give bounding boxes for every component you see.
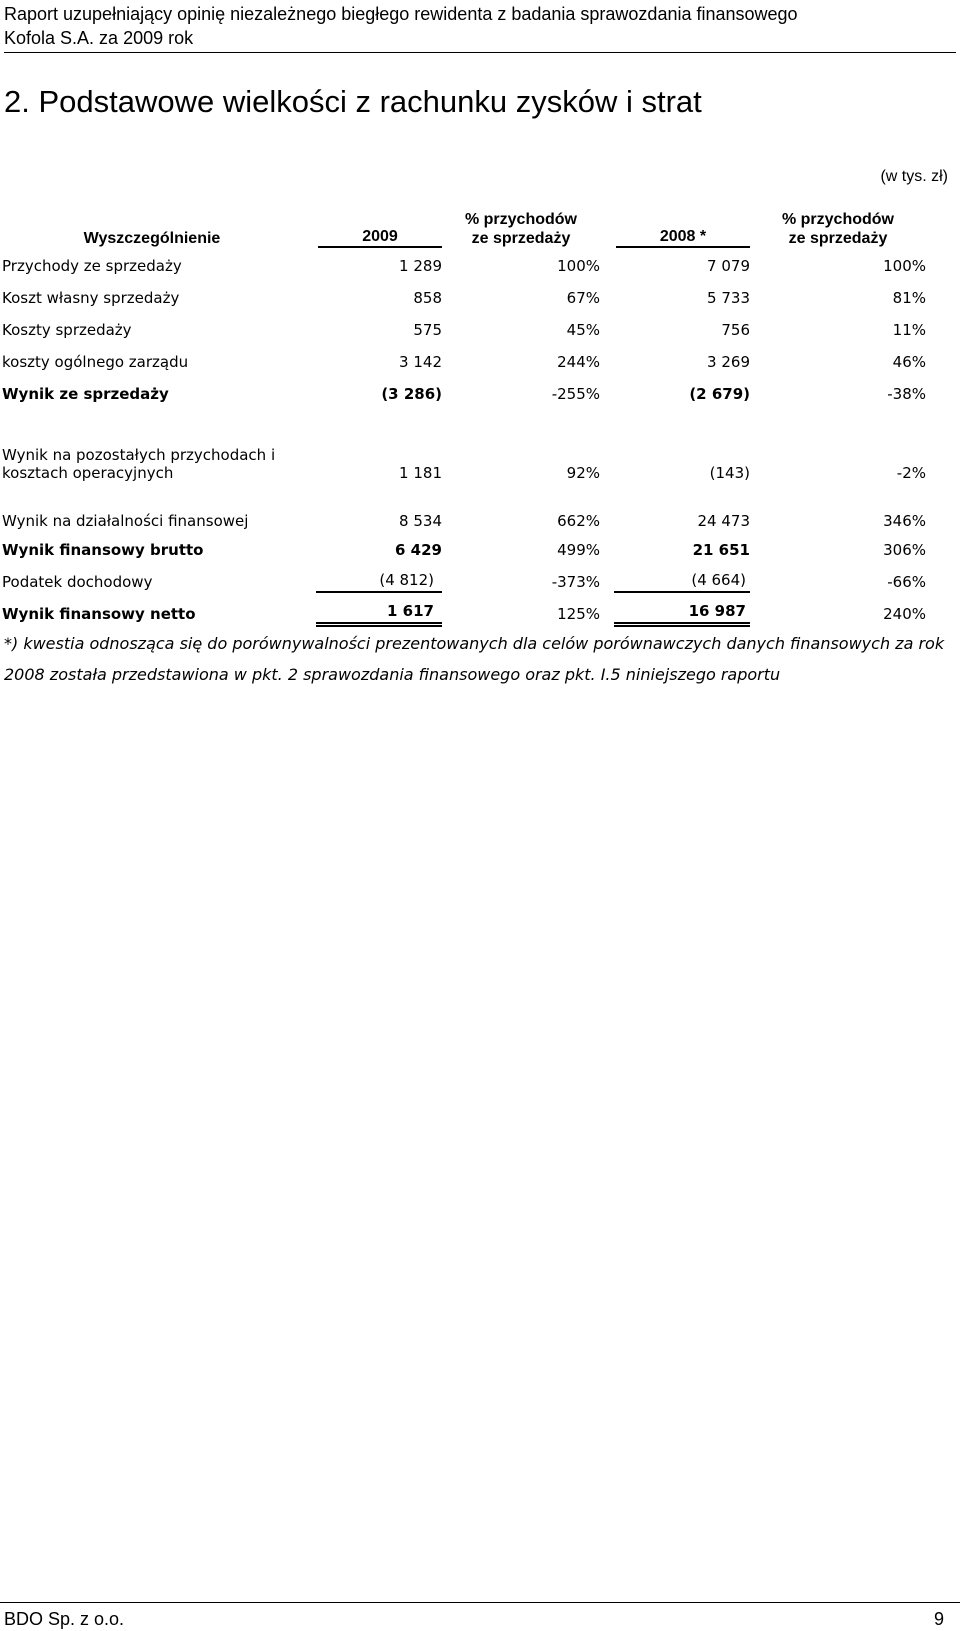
pct-2009: 499%: [557, 541, 600, 559]
pct-2009: 92%: [566, 464, 600, 482]
pct-2008: -66%: [887, 573, 926, 591]
pct-2008: 346%: [883, 512, 926, 530]
value-2008-text: 16 987: [614, 602, 750, 627]
pct-2008: -38%: [887, 385, 926, 403]
column-header-pct-2008: [750, 198, 926, 250]
value-2009: 6 429: [395, 541, 442, 559]
value-2008: 3 269: [707, 353, 750, 371]
row-label: [2, 410, 302, 490]
column-header-pct-2008-line1: % przychodów: [781, 211, 894, 228]
header-title: Raport uzupełniający opinię niezależnego biegłego rewidenta z badania sprawozdania finansowego: [4, 4, 798, 24]
value-2009: 575: [413, 321, 442, 339]
row-label: Wynik ze sprzedaży: [2, 385, 169, 403]
pct-2008: 11%: [892, 321, 926, 339]
column-header-label: Wyszczególnienie: [83, 230, 221, 247]
income-statement-table: [2, 198, 926, 630]
value-2008: 5 733: [707, 289, 750, 307]
footnote: *) kwestia odnosząca się do porównywalności prezentowanych dla celów porównawczych danych finansowych za rok 2008 została przedstawiona w pkt. 2 sprawozdania finansowego oraz pkt. I.5 niniejszego raportu: [4, 634, 945, 684]
pct-2009: 100%: [557, 257, 600, 275]
pct-2009: 125%: [557, 605, 600, 623]
column-header-pct-2008-line2: ze sprzedaży: [788, 230, 888, 247]
pct-2008: 100%: [883, 257, 926, 275]
column-header-pct-2009: [442, 198, 600, 250]
table-row: [2, 378, 926, 410]
table-row: [2, 598, 926, 630]
column-header-2008: [600, 198, 750, 250]
pct-2009: -255%: [551, 385, 600, 403]
table-row: [2, 346, 926, 378]
table-row: [2, 566, 926, 598]
page-footer: [0, 1602, 960, 1629]
column-header-2008-text: 2008 *: [616, 227, 750, 248]
value-2008-text: (4 664): [614, 571, 750, 593]
column-header-2009: [302, 198, 442, 250]
value-2008: 24 473: [697, 512, 750, 530]
header-subtitle: Kofola S.A. za 2009 rok: [4, 28, 194, 48]
pct-2008: -2%: [896, 464, 926, 482]
value-2009: 858: [413, 289, 442, 307]
value-2008: (2 679): [689, 385, 750, 403]
pct-2009: 662%: [557, 512, 600, 530]
row-label: Wynik finansowy brutto: [2, 541, 204, 559]
value-2008: (143): [709, 464, 750, 482]
page-header: [4, 2, 956, 53]
row-label-line2: kosztach operacyjnych: [2, 464, 174, 482]
value-2009-text: 1 617: [316, 602, 442, 627]
pct-2009: 45%: [566, 321, 600, 339]
table-row: [2, 410, 926, 490]
table-row: [2, 490, 926, 534]
value-2009: [302, 566, 442, 598]
row-label: Wynik finansowy netto: [2, 605, 196, 623]
pct-2008: 240%: [883, 605, 926, 623]
row-label: Podatek dochodowy: [2, 573, 153, 591]
value-2009: 1 289: [399, 257, 442, 275]
table-header-row: [2, 198, 926, 250]
table-row: [2, 534, 926, 566]
value-2009: (3 286): [381, 385, 442, 403]
value-2009-text: (4 812): [316, 571, 442, 593]
pct-2008: 81%: [892, 289, 926, 307]
row-label: koszty ogólnego zarządu: [2, 353, 189, 371]
row-label-line1: Wynik na pozostałych przychodach i: [2, 446, 276, 464]
value-2008: 7 079: [707, 257, 750, 275]
pct-2009: -373%: [551, 573, 600, 591]
column-header-2009-text: 2009: [318, 227, 442, 248]
row-label: Wynik na działalności finansowej: [2, 512, 249, 530]
footer-company: BDO Sp. z o.o.: [4, 1609, 125, 1629]
value-2008: [600, 598, 750, 630]
pct-2009: 244%: [557, 353, 600, 371]
value-2009: 3 142: [399, 353, 442, 371]
section-title: 2. Podstawowe wielkości z rachunku zysków i strat: [4, 84, 702, 119]
value-2009: 1 181: [399, 464, 442, 482]
row-label: Przychody ze sprzedaży: [2, 257, 182, 275]
row-label: Koszty sprzedaży: [2, 321, 132, 339]
table-row: [2, 250, 926, 282]
page-number: 9: [933, 1609, 944, 1629]
value-2009: 8 534: [399, 512, 442, 530]
value-2008: [600, 566, 750, 598]
pct-2008: 46%: [892, 353, 926, 371]
pct-2008: 306%: [883, 541, 926, 559]
table-row: [2, 282, 926, 314]
column-header-pct-2009-line1: % przychodów: [464, 211, 577, 228]
units-label: (w tys. zł): [880, 168, 948, 185]
row-label: Koszt własny sprzedaży: [2, 289, 180, 307]
value-2008: 21 651: [692, 541, 750, 559]
value-2009: [302, 598, 442, 630]
table-row: [2, 314, 926, 346]
column-header-pct-2009-line2: ze sprzedaży: [471, 230, 571, 247]
value-2008: 756: [721, 321, 750, 339]
pct-2009: 67%: [566, 289, 600, 307]
